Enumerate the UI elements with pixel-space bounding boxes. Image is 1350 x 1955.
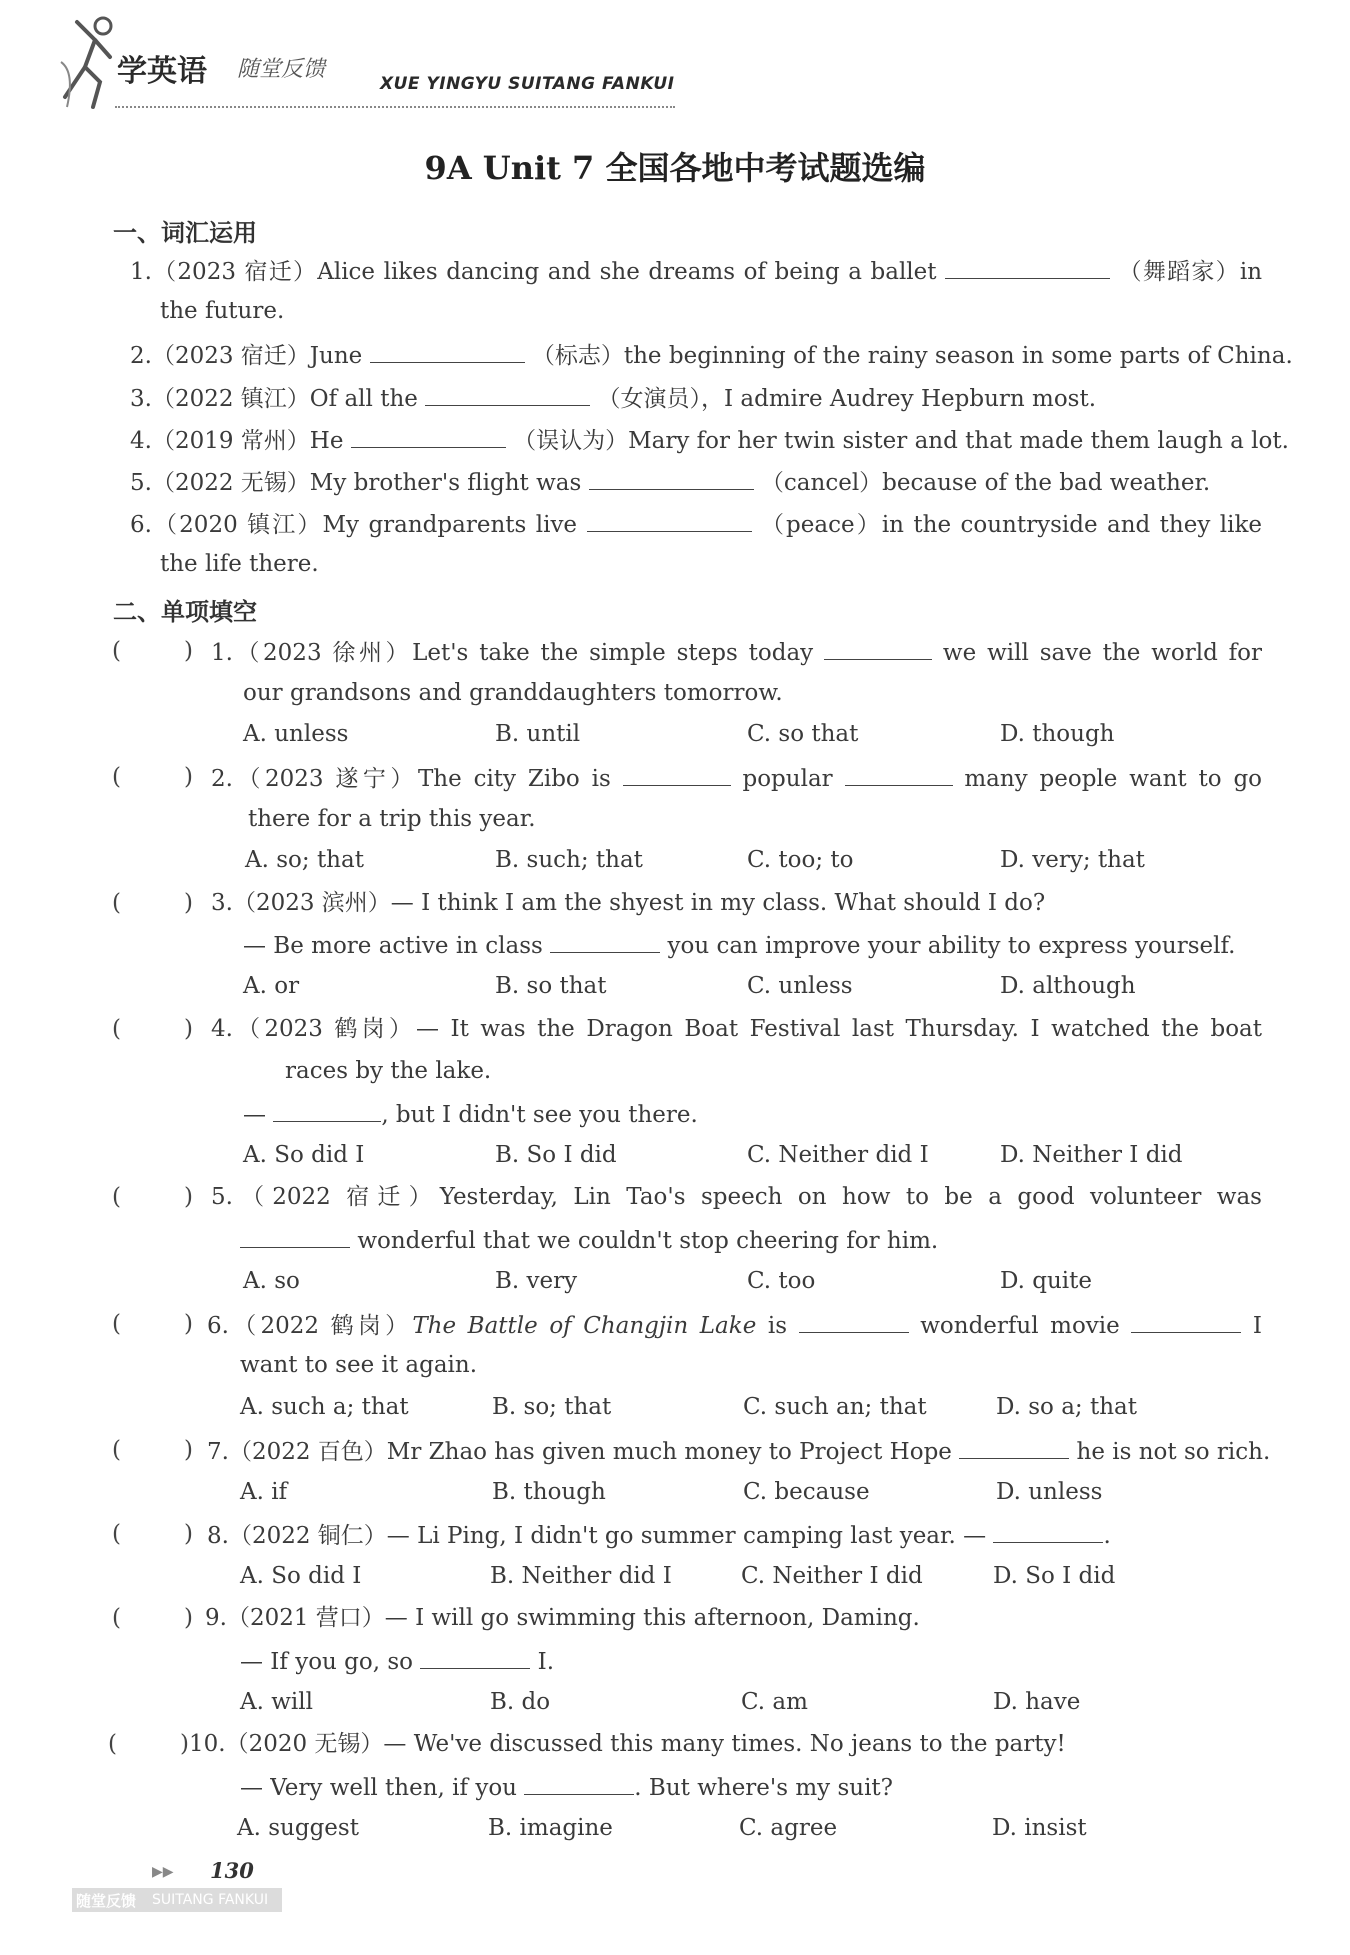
answer-blank[interactable]	[993, 1519, 1103, 1543]
option-d[interactable]: D. So I did	[993, 1563, 1116, 1589]
answer-paren-close: )	[180, 1731, 189, 1757]
answer-paren-open[interactable]: (	[112, 890, 121, 916]
option-d[interactable]: D. unless	[996, 1479, 1103, 1505]
option-d[interactable]: D. so a; that	[996, 1394, 1137, 1420]
answer-blank[interactable]	[623, 762, 731, 786]
answer-paren-open[interactable]: (	[112, 1184, 121, 1210]
answer-blank[interactable]	[799, 1309, 909, 1333]
question-1-continued: our grandsons and granddaughters tomorrow.	[243, 680, 783, 706]
answer-paren-open[interactable]: (	[112, 1605, 121, 1631]
vocab-item-1: 1.（2023 宿迁）Alice likes dancing and she dreams of being a ballet （舞蹈家）in	[130, 255, 1262, 287]
option-c[interactable]: C. am	[741, 1689, 808, 1715]
option-b[interactable]: B. Neither did I	[490, 1563, 672, 1589]
vocab-item-5: 5.（2022 无锡）My brother's flight was （cancel）because of the bad weather.	[130, 466, 1210, 498]
question-6-continued: want to see it again.	[240, 1352, 478, 1378]
option-c[interactable]: C. so that	[747, 721, 859, 747]
question-4-response: — , but I didn't see you there.	[243, 1098, 698, 1130]
answer-paren-open[interactable]: (	[112, 1437, 121, 1463]
option-a[interactable]: A. unless	[243, 721, 349, 747]
answer-blank[interactable]	[945, 255, 1110, 279]
option-d[interactable]: D. though	[1000, 721, 1115, 747]
option-b[interactable]: B. so that	[495, 973, 607, 999]
option-b[interactable]: B. So I did	[495, 1142, 617, 1168]
vocab-item-6: 6.（2020 镇江）My grandparents live （peace）in the countryside and they like	[130, 508, 1262, 540]
answer-paren-close: )	[184, 1184, 193, 1210]
answer-blank[interactable]	[959, 1435, 1069, 1459]
answer-paren-close: )	[184, 1311, 193, 1337]
answer-paren-open[interactable]: (	[112, 1311, 121, 1337]
answer-paren-close: )	[184, 764, 193, 790]
vocab-item-6-continued: the life there.	[160, 551, 319, 577]
option-c[interactable]: C. such an; that	[743, 1394, 927, 1420]
option-a[interactable]: A. will	[240, 1689, 313, 1715]
answer-paren-close: )	[184, 1016, 193, 1042]
option-c[interactable]: C. Neither I did	[741, 1563, 923, 1589]
vocab-item-3: 3.（2022 镇江）Of all the （女演员），I admire Audrey Hepburn most.	[130, 382, 1096, 414]
option-a[interactable]: A. so; that	[245, 847, 364, 873]
answer-blank[interactable]	[351, 424, 506, 448]
brand-pinyin: XUE YINGYU SUITANG FANKUI	[380, 74, 675, 94]
vocab-item-4: 4.（2019 常州）He （误认为）Mary for her twin sister and that made them laugh a lot.	[130, 424, 1289, 456]
answer-blank[interactable]	[420, 1645, 530, 1669]
answer-blank[interactable]	[1131, 1309, 1241, 1333]
section-heading-vocabulary: 一、词汇运用	[113, 219, 257, 247]
answer-blank[interactable]	[845, 762, 953, 786]
question-3: 3.（2023 滨州）— I think I am the shyest in my class. What should I do?	[211, 890, 1046, 916]
question-5: 5.（2022 宿迁）Yesterday, Lin Tao's speech on how to be a good volunteer was	[211, 1184, 1262, 1210]
option-a[interactable]: A. suggest	[237, 1815, 359, 1841]
answer-blank[interactable]	[524, 1771, 634, 1795]
answer-paren-close: )	[184, 1605, 193, 1631]
option-d[interactable]: D. insist	[992, 1815, 1087, 1841]
question-8: 8.（2022 铜仁）— Li Ping, I didn't go summer camping last year. — .	[207, 1519, 1111, 1551]
option-d[interactable]: D. quite	[1000, 1268, 1092, 1294]
option-a[interactable]: A. so	[243, 1268, 300, 1294]
option-a[interactable]: A. or	[243, 973, 300, 999]
answer-paren-close: )	[184, 890, 193, 916]
question-9-continued: — If you go, so I.	[240, 1645, 554, 1677]
arrow-right-icon: ▶▶	[152, 1864, 174, 1880]
option-d[interactable]: D. although	[1000, 973, 1136, 999]
option-d[interactable]: D. have	[993, 1689, 1081, 1715]
running-figure-icon	[55, 12, 125, 112]
answer-blank[interactable]	[589, 466, 754, 490]
option-c[interactable]: C. because	[743, 1479, 870, 1505]
question-9: 9.（2021 营口）— I will go swimming this afternoon, Daming.	[205, 1605, 920, 1631]
option-b[interactable]: B. until	[495, 721, 581, 747]
question-5-continued: wonderful that we couldn't stop cheering for him.	[240, 1224, 938, 1256]
footer-band-pinyin: SUITANG FANKUI	[152, 1892, 269, 1908]
option-a[interactable]: A. So did I	[240, 1563, 362, 1589]
brand-title: 学英语	[117, 54, 207, 89]
option-c[interactable]: C. too	[747, 1268, 816, 1294]
option-b[interactable]: B. very	[495, 1268, 578, 1294]
answer-paren-open[interactable]: (	[108, 1731, 117, 1757]
option-d[interactable]: D. Neither I did	[1000, 1142, 1183, 1168]
question-2: 2.（2023 遂宁）The city Zibo is popular many people want to go	[211, 762, 1262, 794]
option-b[interactable]: B. so; that	[492, 1394, 612, 1420]
option-c[interactable]: C. too; to	[747, 847, 854, 873]
question-4: 4.（2023 鹤岗）— It was the Dragon Boat Festival last Thursday. I watched the boat	[211, 1016, 1262, 1042]
answer-blank[interactable]	[240, 1224, 350, 1248]
answer-blank[interactable]	[550, 929, 660, 953]
question-4-continued: races by the lake.	[285, 1058, 492, 1084]
option-b[interactable]: B. though	[492, 1479, 606, 1505]
vocab-item-1-continued: the future.	[160, 298, 285, 324]
question-2-continued: there for a trip this year.	[248, 806, 536, 832]
header-divider	[115, 106, 675, 108]
option-a[interactable]: A. such a; that	[240, 1394, 409, 1420]
movie-title: The Battle of Changjin Lake	[412, 1313, 757, 1339]
option-b[interactable]: B. such; that	[495, 847, 643, 873]
option-b[interactable]: B. imagine	[488, 1815, 613, 1841]
option-c[interactable]: C. agree	[739, 1815, 838, 1841]
answer-paren-open[interactable]: (	[112, 1016, 121, 1042]
question-3-continued: — Be more active in class you can improve your ability to express yourself.	[243, 929, 1235, 961]
option-a[interactable]: A. So did I	[243, 1142, 365, 1168]
question-6: 6.（2022 鹤岗）The Battle of Changjin Lake is wonderful movie I	[207, 1309, 1262, 1341]
page-header	[55, 12, 675, 112]
option-c[interactable]: C. unless	[747, 973, 853, 999]
option-d[interactable]: D. very; that	[1000, 847, 1145, 873]
answer-paren-open[interactable]: (	[112, 764, 121, 790]
answer-blank[interactable]	[587, 508, 752, 532]
section-heading-multiple-choice: 二、单项填空	[113, 598, 257, 626]
answer-paren-close: )	[184, 638, 193, 664]
answer-paren-open[interactable]: (	[112, 1521, 121, 1547]
brand-subtitle: 随堂反馈	[237, 57, 326, 82]
vocab-item-2: 2.（2023 宿迁）June （标志）the beginning of the rainy season in some parts of China.	[130, 339, 1293, 371]
answer-blank[interactable]	[370, 339, 525, 363]
option-a[interactable]: A. if	[240, 1479, 288, 1505]
option-c[interactable]: C. Neither did I	[747, 1142, 929, 1168]
answer-blank[interactable]	[824, 636, 932, 660]
answer-blank[interactable]	[273, 1098, 381, 1122]
footer-band-label: 随堂反馈	[76, 1892, 137, 1910]
option-b[interactable]: B. do	[490, 1689, 551, 1715]
page-title: 9A Unit 7 全国各地中考试题选编	[424, 149, 926, 187]
page-footer	[72, 1858, 292, 1918]
question-7: 7.（2022 百色）Mr Zhao has given much money to Project Hope he is not so rich.	[207, 1435, 1270, 1467]
answer-paren-open[interactable]: (	[112, 638, 121, 664]
answer-paren-close: )	[184, 1437, 193, 1463]
page-number: 130	[210, 1858, 254, 1883]
question-1: 1.（2023 徐州）Let's take the simple steps today we will save the world for	[211, 636, 1262, 668]
answer-paren-close: )	[184, 1521, 193, 1547]
answer-blank[interactable]	[425, 382, 590, 406]
question-10: 10.（2020 无锡）— We've discussed this many times. No jeans to the party!	[189, 1731, 1066, 1757]
question-10-continued: — Very well then, if you . But where's my suit?	[240, 1771, 893, 1803]
